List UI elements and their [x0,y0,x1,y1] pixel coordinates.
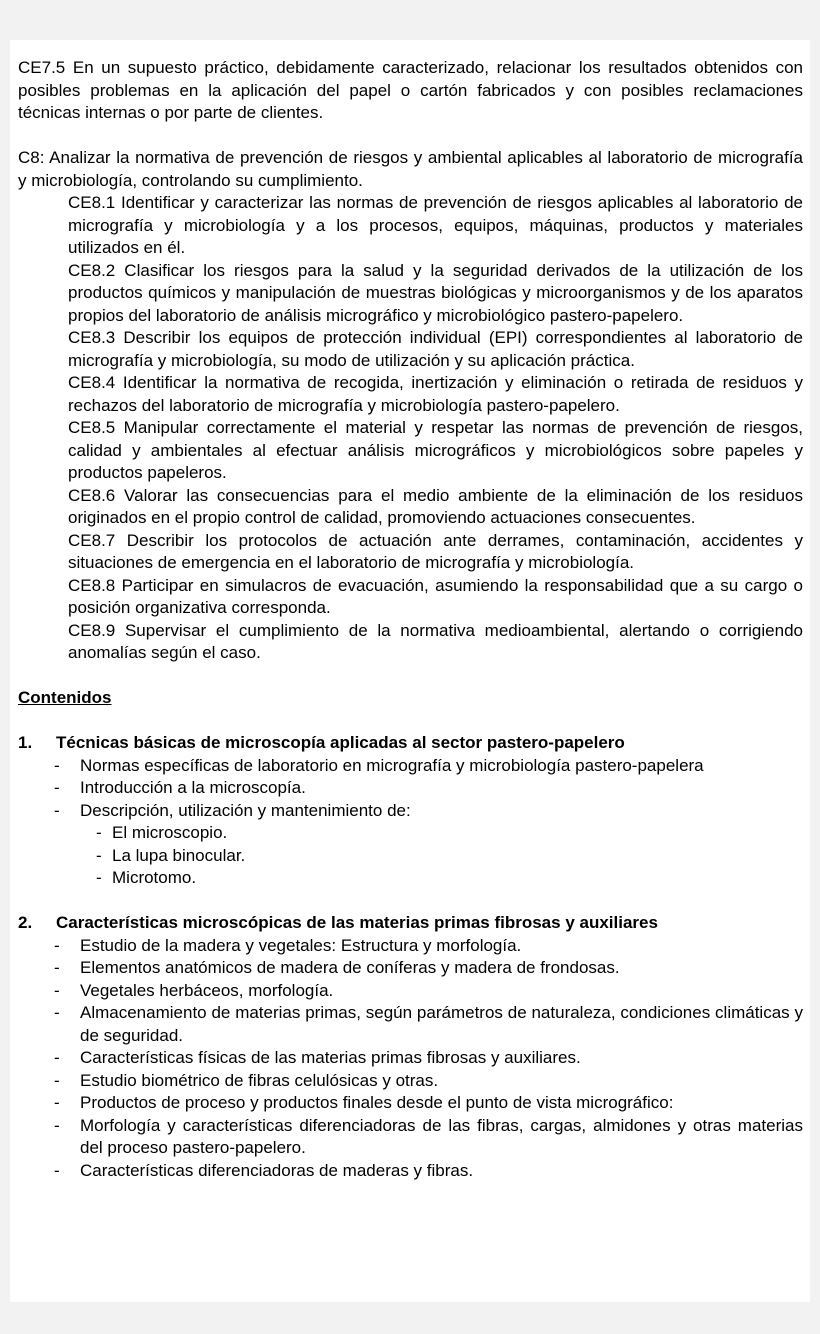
list-item: - Productos de proceso y productos finales desde el punto de vista micrográfico: [54,1093,674,1112]
list-item: - Morfología y características diferenciadoras de las fibras, cargas, almidones y otras materias del proceso pastero-papelero. [54,1115,803,1157]
topic-number: 1. [18,733,33,752]
list-item: - Características diferenciadoras de maderas y fibras. [54,1160,474,1180]
topic-title: Características microscópicas de las materias primas fibrosas y auxiliares [56,913,658,932]
criterion-ce8-3: CE8.3 Describir los equipos de protección individual (EPI) correspondientes al laboratorio de micrografía y microbiología, su modo de utilización y su aplicación práctica. [68,328,803,370]
sub-list-item: - La lupa binocular. [96,845,246,865]
topic-1-heading [18,732,803,755]
criterion-ce8-8: CE8.8 Participar en simulacros de evacuación, asumiendo la responsabilidad que a su cargo o posición organizativa corresponda. [68,575,803,617]
criterion-ce8-2: CE8.2 Clasificar los riesgos para la salud y la seguridad derivados de la utilización de los productos químicos y manipulación de muestras biológicas y microorganismos y de los aparatos propios del laboratorio de análisis micrográfico y microbiológico pastero-papelero. [68,260,803,325]
c8-title: C8: Analizar la normativa de prevención de riesgos y ambiental aplicables al laboratorio de micrografía y microbiología, controlando su cumplimiento. [18,148,803,190]
topic-1-list [18,755,803,890]
criterion-ce8-9: CE8.9 Supervisar el cumplimiento de la normativa medioambiental, alertando o corrigiendo anomalías según el caso. [68,620,803,662]
list-item: - Normas específicas de laboratorio en micrografía y microbiología pastero-papelera [54,755,704,775]
criterion-ce8-5: CE8.5 Manipular correctamente el material y respetar las normas de prevención de riesgos, calidad y ambientales al efectuar análisis micrográficos y microbiológicos sobre papeles y productos papeleros. [68,418,803,482]
list-item: - Almacenamiento de materias primas, según parámetros de naturaleza, condiciones climáticas y de seguridad. [54,1003,803,1045]
criterion-ce8-7: CE8.7 Describir los protocolos de actuación ante derrames, contaminación, accidentes y situaciones de emergencia en el laboratorio de micrografía y microbiología. [68,530,803,572]
list-item: - Vegetales herbáceos, morfología. [54,980,334,1000]
criterion-ce8-1: CE8.1 Identificar y caracterizar las normas de prevención de riesgos aplicables al laboratorio de micrografía y microbiología y a los procesos, equipos, máquinas, productos y materiales utilizados en él. [68,193,803,257]
list-item: - Elementos anatómicos de madera de coníferas y madera de frondosas. [54,958,620,977]
topic-number: 2. [18,913,33,932]
list-item: - Introducción a la microscopía. [54,778,306,797]
topic-2-heading [18,912,803,935]
criterion-ce8-6: CE8.6 Valorar las consecuencias para el medio ambiente de la eliminación de los residuos originados en el propio control de calidad, promoviendo actuaciones consecuentes. [68,485,803,527]
contents-heading: Contenidos [18,688,112,707]
criterion-ce8-4: CE8.4 Identificar la normativa de recogida, inertización y eliminación o retirada de residuos y rechazos del laboratorio de micrografía y microbiología pastero-papelero. [68,373,803,415]
sub-list-item: - Microtomo. [96,868,197,887]
list-item: - Estudio de la madera y vegetales: Estructura y morfología. [54,935,522,955]
c8-criteria-list [68,192,803,665]
sub-list-item: - El microscopio. [96,823,228,842]
topic-2-list [18,935,803,1183]
document-page [10,40,810,1302]
document-body [18,57,803,1182]
topic-title: Técnicas básicas de microscopía aplicadas al sector pastero-papelero [56,733,625,752]
list-item: - Descripción, utilización y mantenimiento de: [54,800,411,820]
list-item: - Estudio biométrico de fibras celulósicas y otras. [54,1070,439,1090]
criterion-ce7-5: CE7.5 En un supuesto práctico, debidamente caracterizado, relacionar los resultados obtenidos con posibles problemas en la aplicación del papel o cartón fabricados y con posibles reclamaciones técnicas internas o por parte de clientes. [18,58,803,122]
list-item: - Características físicas de las materias primas fibrosas y auxiliares. [54,1048,581,1067]
